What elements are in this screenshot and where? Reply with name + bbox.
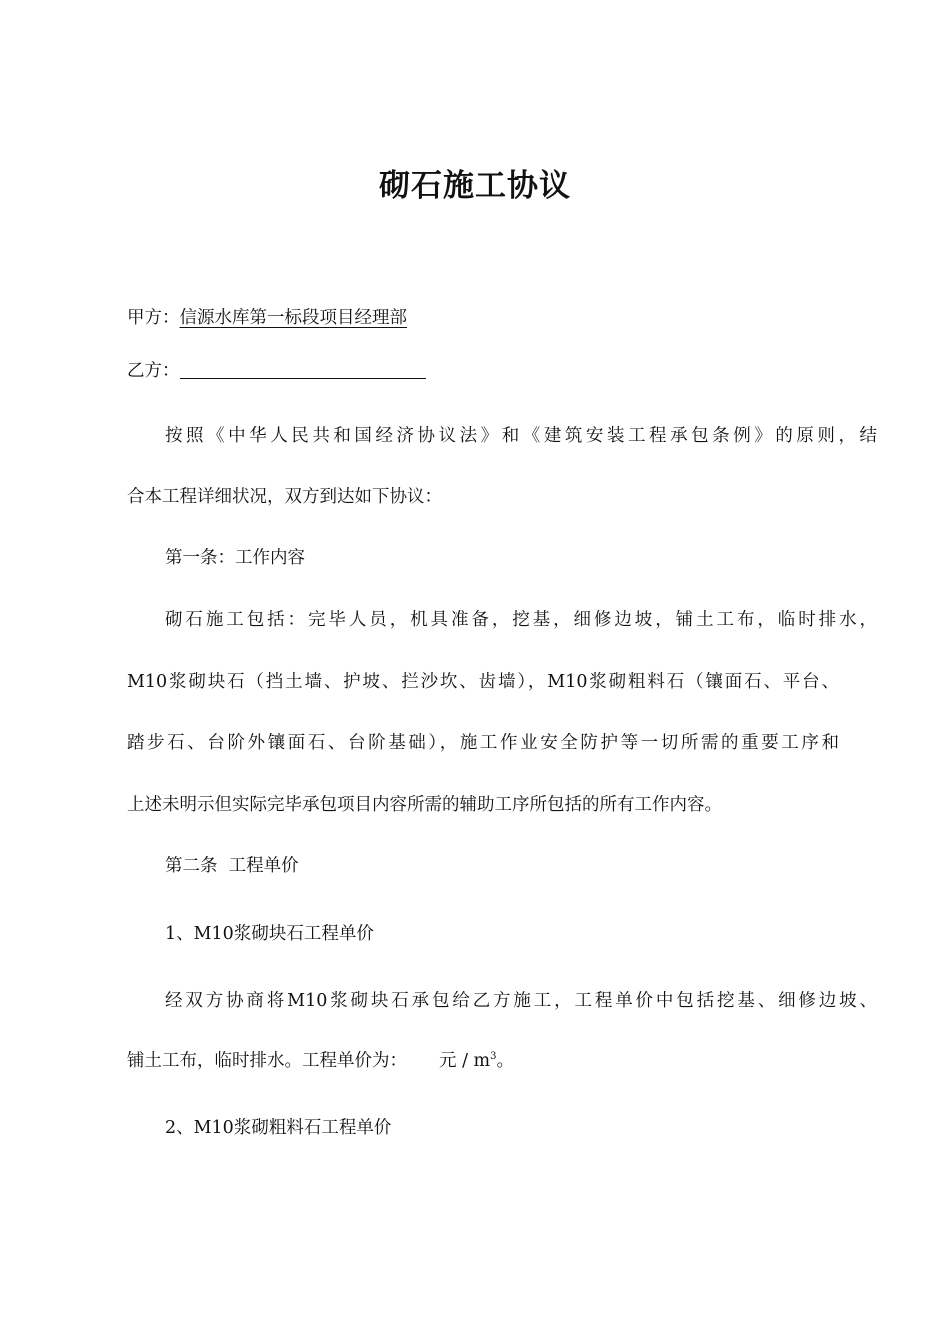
item-1-line-2 <box>127 1049 839 1073</box>
party-b-blank <box>180 360 426 379</box>
party-a-label: 甲方： <box>127 308 180 328</box>
party-b-line <box>127 359 839 383</box>
item-1-unit: 元 / m <box>439 1051 491 1071</box>
article-2-heading: 第二条 工程单价 <box>165 856 299 876</box>
article-1-line-4: 上述未明示但实际完毕承包项目内容所需的辅助工序所包括的所有工作内容。 <box>127 795 722 815</box>
article-1-line-1: 砌石施工包括：完毕人员，机具准备，挖基，细修边坡，铺土工布，临时排水， <box>165 610 877 630</box>
article-1-heading: 第一条：工作内容 <box>165 548 305 568</box>
preamble-line-2: 合本工程详细状况，双方到达如下协议： <box>127 487 442 507</box>
preamble-line-1: 按照《中华人民共和国经济协议法》和《建筑安装工程承包条例》的原则，结 <box>165 426 877 446</box>
party-a-name: 信源水库第一标段项目经理部 <box>179 308 407 328</box>
item-1-unit-superscript: 3 <box>490 1051 497 1062</box>
item-1-price-prefix: 铺土工布，临时排水。工程单价为： <box>127 1051 407 1071</box>
item-1-heading: 1、M10浆砌块石工程单价 <box>165 924 374 944</box>
party-a-line <box>127 306 839 330</box>
article-1-line-2: M10浆砌块石（挡土墙、护坡、拦沙坎、齿墙），M10浆砌粗料石（镶面石、平台、 <box>127 672 839 692</box>
item-2-heading: 2、M10浆砌粗料石工程单价 <box>165 1118 392 1138</box>
item-1-unit-end: 。 <box>496 1051 514 1071</box>
item-1-line-1: 经双方协商将M10浆砌块石承包给乙方施工，工程单价中包括挖基、细修边坡、 <box>165 991 877 1011</box>
document-title: 砌石施工协议 <box>379 168 571 204</box>
party-b-label: 乙方： <box>127 361 180 381</box>
article-1-line-3: 踏步石、台阶外镶面石、台阶基础），施工作业安全防护等一切所需的重要工序和 <box>127 733 839 753</box>
